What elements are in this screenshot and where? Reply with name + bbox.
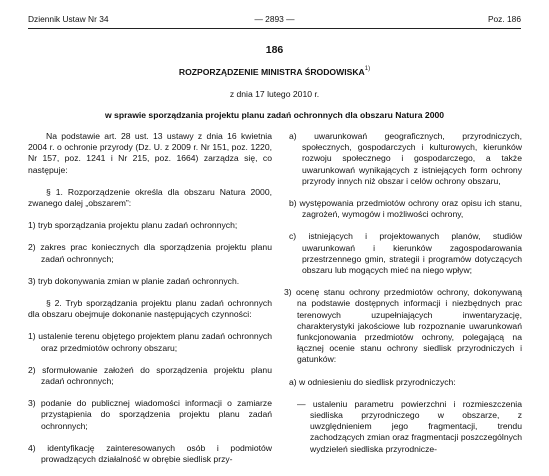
position-ref: Poz. 186	[487, 14, 521, 24]
item-3a-dash: — ustaleniu parametru powierzchni i rozmieszczenia siedliska przyrodniczego w obszarze, z uwzględnieniem jego fragmentacji, trendu zachodzących zmian oraz fragmentacji poszczególnych wydzieleń siedliska przyrodnicze-	[297, 398, 522, 454]
header-rule	[28, 28, 521, 29]
page-number: — 2893 —	[254, 14, 295, 24]
par2-item: 2) sformułowanie założeń do sporządzenia projektu planu zadań ochronnych;	[28, 364, 272, 387]
sub-item: a) uwarunkowań geograficznych, przyrodniczych, społecznych, gospodarczych i kulturowych, kierunków rozwoju społecznego i gospodarczego, a także uwarunkowań wynikających z istniejących form ochrony przyrody innych niż obszar i celów ochrony obszaru,	[289, 131, 522, 186]
sub-item: c) istniejących i projektowanych planów, studiów uwarunkowań i kierunków zagospodarowania przestrzennego gmin, strategii i programów dotyczących obszaru lub mogących mieć na niego wpływ;	[289, 231, 522, 276]
journal-name: Dziennik Ustaw Nr 34	[28, 14, 109, 24]
par2-item: 1) ustalenie terenu objętego projektem planu zadań ochronnych oraz przedmiotów ochrony obszaru;	[28, 331, 272, 353]
regulation-date: z dnia 17 lutego 2010 r.	[229, 89, 320, 99]
par1-item: 3) tryb dokonywania zmian w planie zadań ochronnych.	[28, 275, 240, 286]
par2-item: 4) identyfikację zainteresowanych osób i podmiotów prowadzących działalność w obrębie siedlisk przy-	[28, 442, 272, 465]
title-footnote: 1)	[364, 66, 371, 72]
par1-item: 2) zakres prac koniecznych dla sporządzenia projektu planu zadań ochronnych;	[28, 242, 272, 264]
left-column	[28, 131, 272, 476]
par1-item: 1) tryb sporządzania projektu planu zadań ochronnych;	[28, 220, 238, 231]
sub-item: b) występowania przedmiotów ochrony oraz opisu ich stanu, zagrożeń, wymogów i możliwości ochrony,	[289, 198, 522, 220]
position-number: 186	[265, 44, 284, 56]
paragraph-1: § 1. Rozporządzenie określa dla obszaru Natura 2000, zwanego dalej „obszarem”:	[28, 186, 272, 209]
title-text: ROZPORZĄDZENIE MINISTRA ŚRODOWISKA	[178, 67, 365, 77]
item-3: 3) ocenę stanu ochrony przedmiotów ochrony, dokonywaną na podstawie dostępnych informacji i niezbędnych prac terenowych uzupełniających inwentaryzację, charakterystyki jakościowe lub rozpoznanie uwarunkowań funkcjonowania przedmiotów ochrony, polegającą na łącznej ocenie stanu ochrony siedlisk przyrodniczych i gatunków:	[284, 287, 522, 365]
paragraph-2: § 2. Tryb sporządzania projektu planu zadań ochronnych dla obszaru obejmuje dokonanie następujących czynności:	[28, 298, 272, 320]
regulation-title	[0, 66, 549, 77]
item-3a: a) w odniesieniu do siedlisk przyrodniczych:	[289, 376, 456, 387]
regulation-subject: w sprawie sporządzania projektu planu zadań ochronnych dla obszaru Natura 2000	[104, 110, 445, 120]
legal-basis: Na podstawie art. 28 ust. 13 ustawy z dnia 16 kwietnia 2004 r. o ochronie przyrody (Dz. U. z 2009 r. Nr 151, poz. 1220, Nr 157, poz. 1241 i Nr 215, poz. 1664) zarządza się, co następuje:	[28, 131, 272, 175]
right-column	[284, 131, 522, 466]
par2-item: 3) podanie do publicznej wiadomości informacji o zamiarze przystąpienia do sporządzenia projektu planu zadań ochronnych;	[28, 398, 272, 431]
